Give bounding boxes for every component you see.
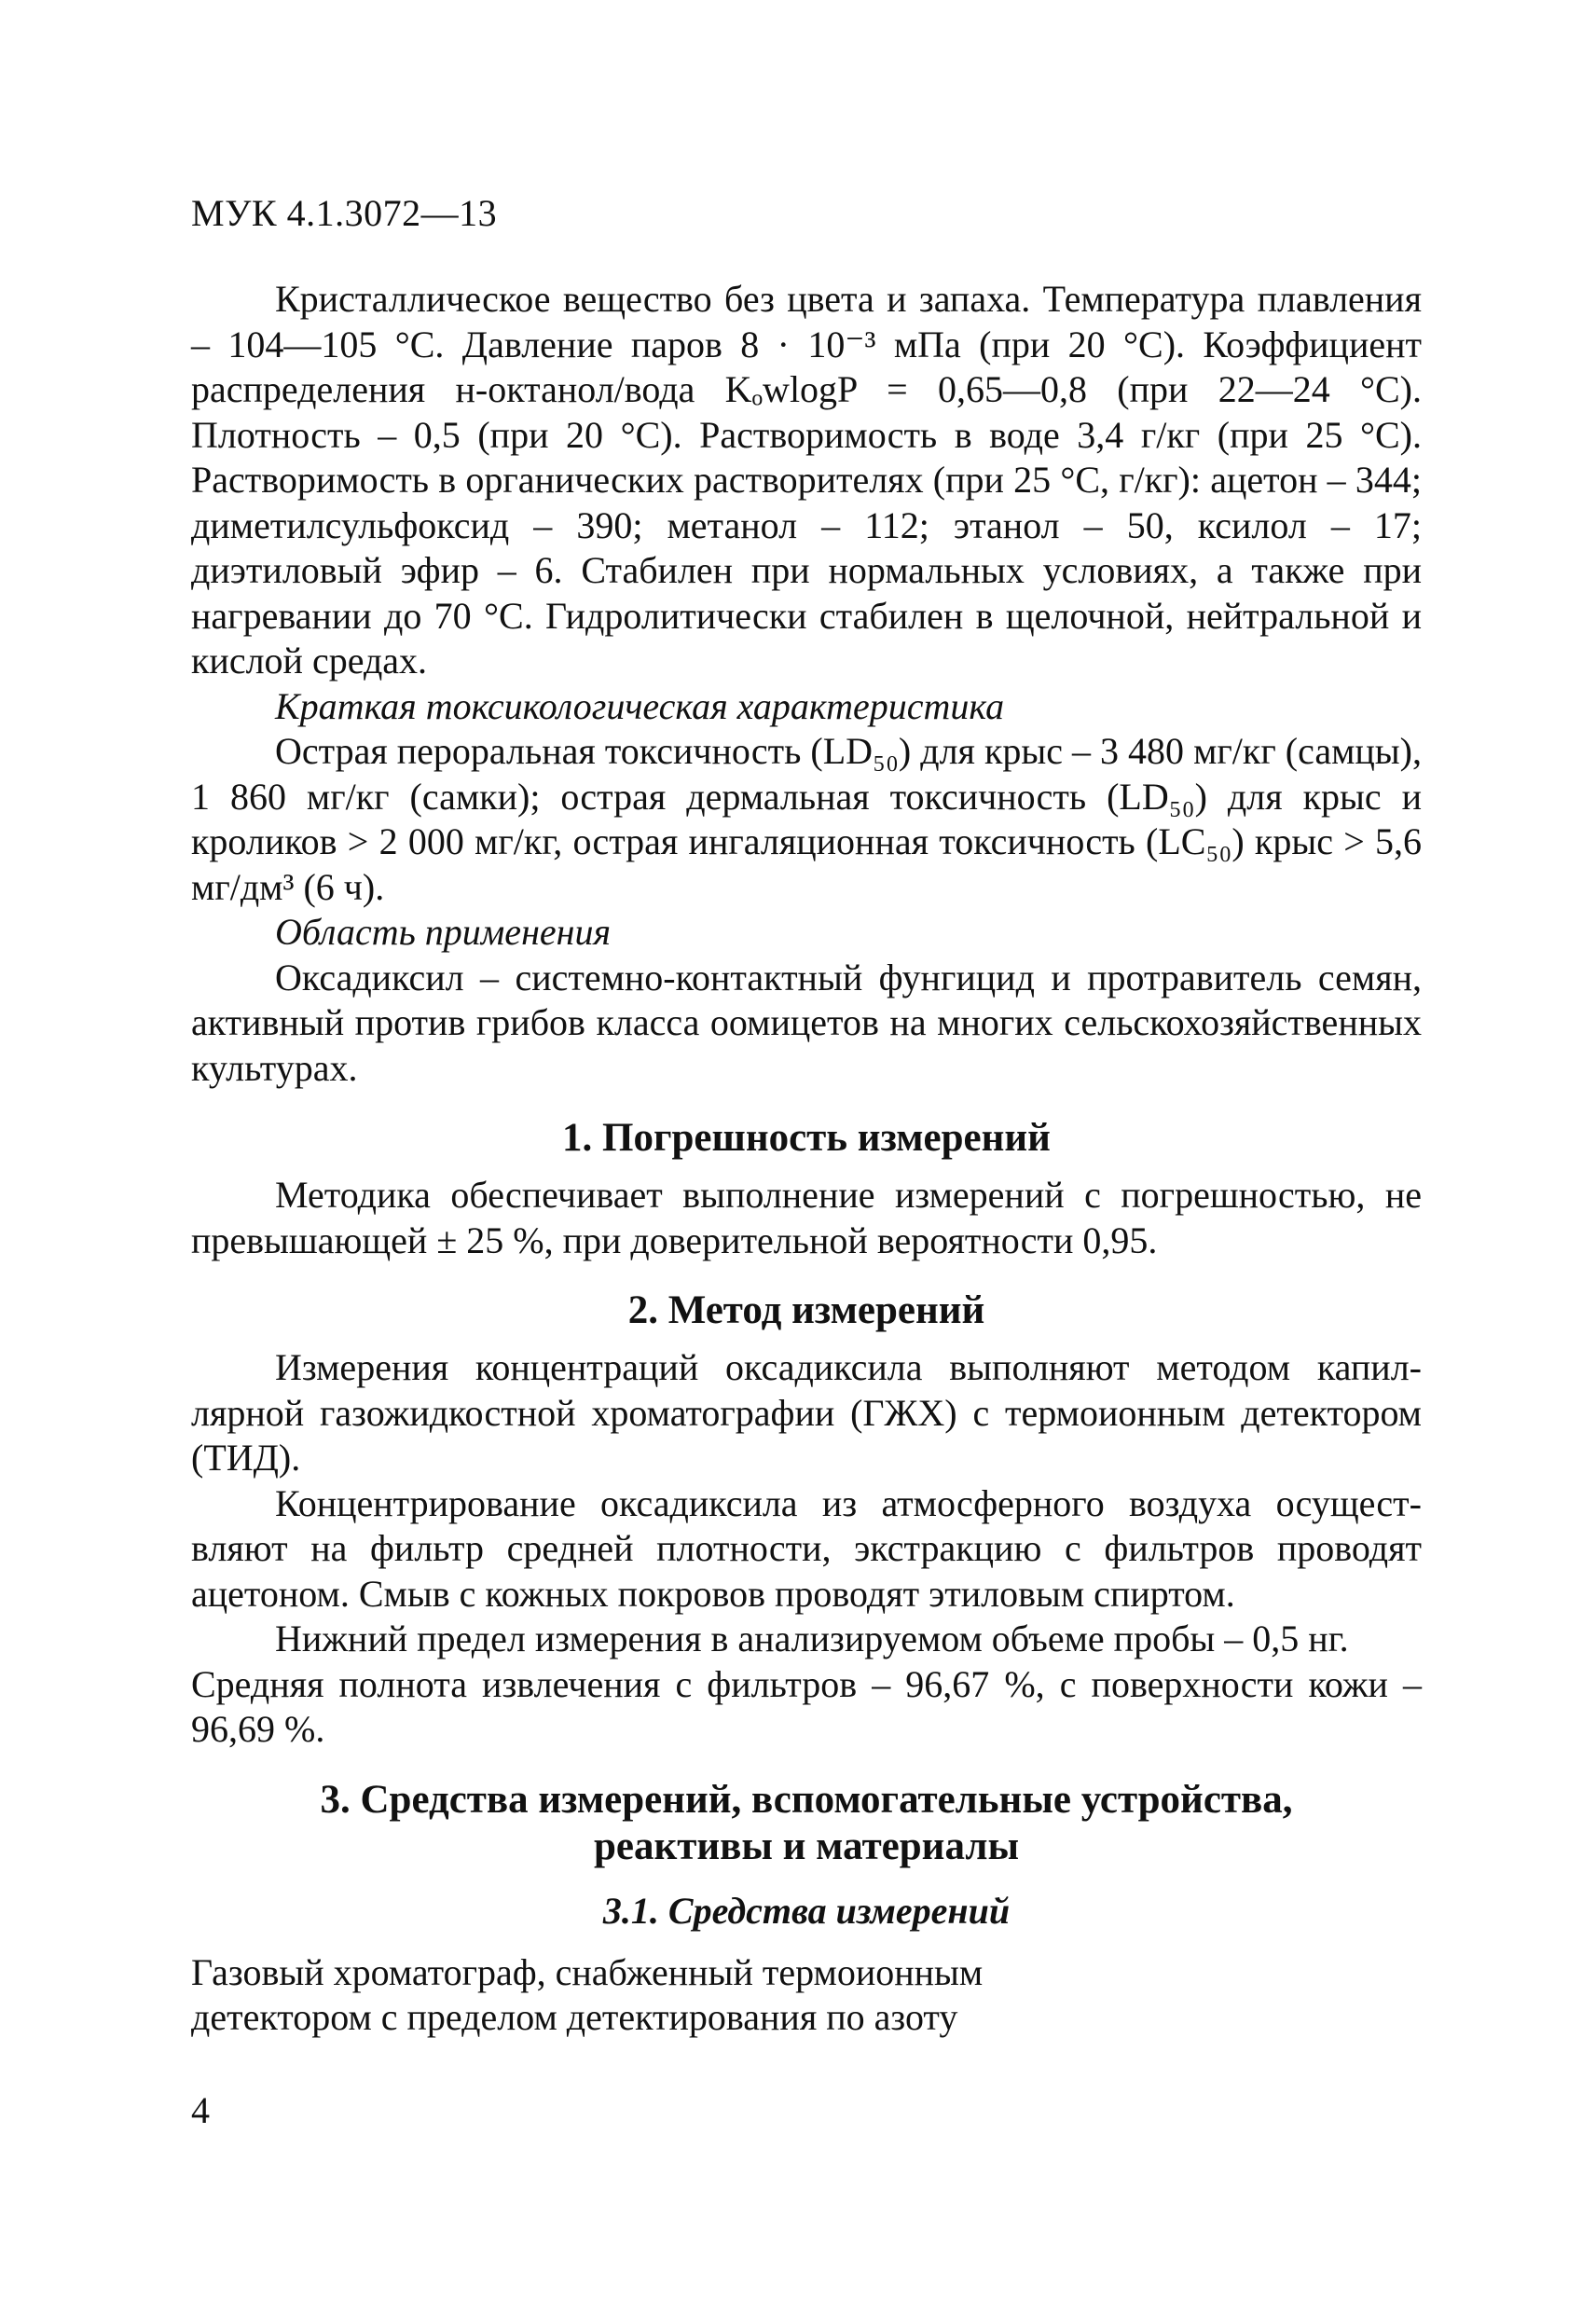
toxicology-paragraph: Острая пероральная токсичность (LD₅₀) для крыс – 3 480 мг/кг (самцы), 1 860 мг/кг (самки); острая дермальная токсичность (LD₅₀) для крыс и кроликов > 2 000 мг/кг, острая ингаляционная токсичность (LC₅₀) крыс > 5,6 мг/дм³ (6 ч). [191,730,1422,908]
subsection-3-1-title: 3.1. Средства измерений [602,1889,1011,1932]
page-number: 4 [191,2089,210,2131]
section-3-1-text [191,1950,1011,2041]
section-2-title: 2. Метод измерений [627,1288,985,1332]
section-3-title [191,1777,1422,1870]
section-2-paragraph-2: Концентрирование оксадиксила из атмосферного воздуха осуществляют на фильтр средней плотности, экстракцию с фильтров проводят ацетоном. Смыв с кожных покровов проводят этиловым спиртом. [191,1481,1422,1615]
section-1-paragraph: Методика обеспечивает выполнение измерений с погрешностью, не превышающей ± 25 %, при доверительной вероятности 0,95. [191,1174,1422,1261]
section-2-paragraph-1: Измерения концентраций оксадиксила выполняют методом капиллярной газожидкостной хроматографии (ГЖХ) с термоионным детектором (ТИД). [191,1346,1422,1479]
substance-properties-paragraph: Кристаллическое вещество без цвета и запаха. Температура плавления – 104—105 °С. Давление паров 8 · 10⁻³ мПа (при 20 °С). Коэффициент распределения н-октанол/вода KₒwlogP = 0,65—0,8 (при 22—24 °С). Плотность – 0,5 (при 20 °С). Растворимость в воде 3,4 г/кг (при 25 °С). Растворимость в органических растворителях (при 25 °С, г/кг): ацетон – 344; диметилсульфоксид – 390; метанол – 112; этанол – 50, ксилол – 17; диэтиловый эфир – 6. Стабилен при нормальных условиях, а также при нагревании до 70 °С. Гидролитически стабилен в щелочной, нейтральной и кислой средах. [191,278,1422,682]
scope-heading: Область применения [275,911,612,953]
document-code-header: МУК 4.1.3072—13 [191,192,498,234]
document-page [191,191,1422,2041]
scope-paragraph: Оксадиксил – системно-контактный фунгицид и протравитель семян, активный против грибов класса оомицетов на многих сельскохозяйственных культурах. [191,956,1422,1089]
section-3-1-line-1: Газовый хроматограф, снабженный термоионным [191,1950,984,1993]
section-3-1-line-2: детектором с пределом детектирования по азоту [191,1996,958,2038]
section-3-title-line-2: реактивы и материалы [593,1824,1020,1868]
toxicology-heading: Краткая токсикологическая характеристика [275,684,1005,727]
section-2-paragraph-4: Средняя полнота извлечения с фильтров – 96,67 %, с поверхности кожи – 96,69 %. [191,1662,1422,1750]
section-3-title-line-1: 3. Средства измерений, вспомогательные устройства, [320,1777,1293,1822]
section-1-title: 1. Погрешность измерений [562,1116,1051,1160]
section-2-paragraph-3: Нижний предел измерения в анализируемом объеме пробы – 0,5 нг. [275,1618,1349,1659]
